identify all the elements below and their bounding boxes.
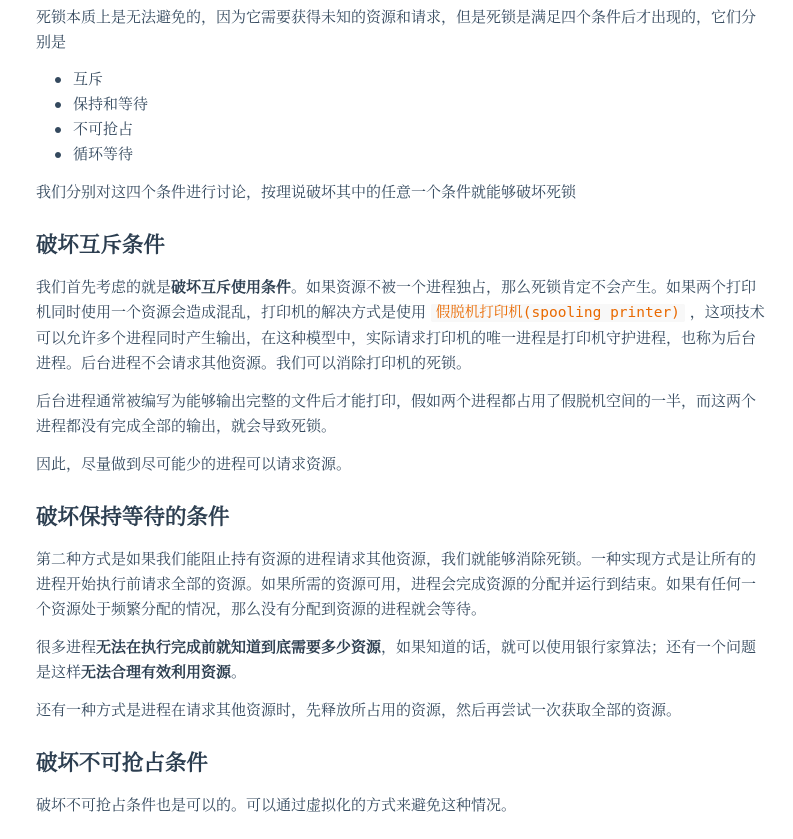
list-item: 循环等待: [36, 142, 766, 167]
bold-text: 无法合理有效利用资源: [81, 663, 232, 681]
mutex-paragraph-1: [36, 275, 766, 376]
section-heading-no-preemption: 破坏不可抢占条件: [36, 751, 209, 776]
text-run: 我们首先考虑的就是: [36, 278, 172, 296]
mutex-paragraph-3: 因此，尽量做到尽可能少的进程可以请求资源。: [36, 455, 352, 473]
bold-text: 无法在执行完成前就知道到底需要多少资源: [96, 638, 382, 656]
bold-text: 破坏互斥使用条件: [171, 278, 292, 296]
list-item: 互斥: [36, 67, 766, 92]
conditions-list: [36, 67, 766, 167]
text-run: 。如果资源不被一个进程独占，那么死锁肯定不会产生。如果两个打印机同时使用一个资源会造成混乱，打印机的解决方式是使用: [36, 278, 757, 321]
section-heading-mutex: 破坏互斥条件: [36, 233, 166, 258]
hold-wait-paragraph-1: 第二种方式是如果我们能阻止持有资源的进程请求其他资源，我们就能够消除死锁。一种实现方式是让所有的进程开始执行前请求全部的资源。如果所需的资源可用，进程会完成资源的分配并运行到结束。如果有任何一个资源处于频繁分配的情况，那么没有分配到资源的进程就会等待。: [36, 550, 757, 618]
text-run: 。: [231, 663, 247, 681]
list-item: 不可抢占: [36, 117, 766, 142]
no-preemption-paragraph-1: 破坏不可抢占条件也是可以的。可以通过虚拟化的方式来避免这种情况。: [36, 796, 517, 814]
list-item: 保持和等待: [36, 92, 766, 117]
inline-code: 假脱机打印机(spooling printer): [431, 304, 685, 322]
intro-paragraph: 死锁本质上是无法避免的，因为它需要获得未知的资源和请求，但是死锁是满足四个条件后才出现的，它们分别是: [36, 8, 757, 51]
text-run: ，如果知道的话，就可以使用银行家算法；还有一个问题是这样: [36, 638, 757, 681]
text-run: 很多进程: [36, 638, 97, 656]
mutex-paragraph-2: 后台进程通常被编写为能够输出完整的文件后才能打印，假如两个进程都占用了假脱机空间的一半，而这两个进程都没有完成全部的输出，就会导致死锁。: [36, 392, 757, 435]
text-run: ，这项技术可以允许多个进程同时产生输出，在这种模型中，实际请求打印机的唯一进程是打印机守护进程，也称为后台进程。后台进程不会请求其他资源。我们可以消除打印机的死锁。: [36, 303, 765, 372]
section-heading-hold-wait: 破坏保持等待的条件: [36, 505, 230, 530]
hold-wait-paragraph-2: [36, 635, 766, 685]
hold-wait-paragraph-3: 还有一种方式是进程在请求其他资源时，先释放所占用的资源，然后再尝试一次获取全部的资源。: [36, 701, 682, 719]
intro-discussion-paragraph: 我们分别对这四个条件进行讨论，按理说破坏其中的任意一个条件就能够破坏死锁: [36, 183, 577, 201]
